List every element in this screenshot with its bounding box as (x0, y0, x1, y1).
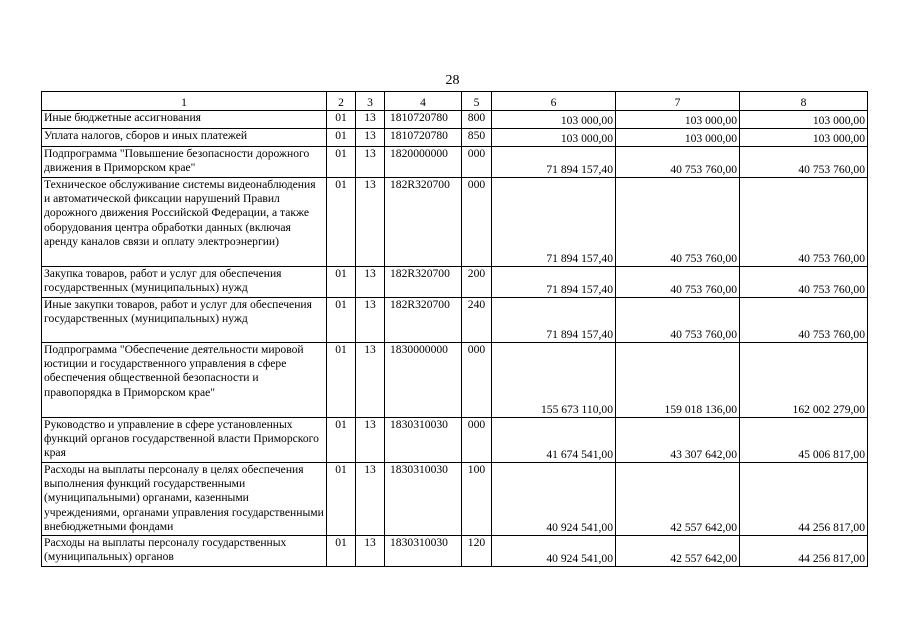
table-row (42, 343, 868, 418)
table-row (42, 418, 868, 463)
row-amount-col8: 40 753 760,00 (740, 298, 868, 343)
row-subsection: 13 (356, 267, 385, 298)
row-section: 01 (327, 129, 356, 147)
row-name: Подпрограмма "Повышение безопасности дорожного движения в Приморском крае" (42, 147, 327, 178)
row-expense-type: 200 (462, 267, 492, 298)
row-amount-col7: 103 000,00 (616, 129, 740, 147)
column-header: 4 (385, 92, 462, 111)
row-expense-type: 120 (462, 536, 492, 567)
row-amount-col6: 155 673 110,00 (492, 343, 616, 418)
row-name: Уплата налогов, сборов и иных платежей (42, 129, 327, 147)
row-amount-col8: 40 753 760,00 (740, 178, 868, 267)
row-amount-col6: 71 894 157,40 (492, 298, 616, 343)
row-amount-col6: 41 674 541,00 (492, 418, 616, 463)
row-expense-type: 800 (462, 111, 492, 129)
row-expense-type: 850 (462, 129, 492, 147)
row-amount-col7: 40 753 760,00 (616, 267, 740, 298)
row-section: 01 (327, 267, 356, 298)
table-row (42, 178, 868, 267)
row-section: 01 (327, 343, 356, 418)
row-amount-col7: 40 753 760,00 (616, 178, 740, 267)
row-subsection: 13 (356, 298, 385, 343)
row-amount-col6: 40 924 541,00 (492, 463, 616, 536)
row-target-code: 1830310030 (385, 536, 462, 567)
row-section: 01 (327, 298, 356, 343)
row-name: Техническое обслуживание системы видеонаблюдения и автоматической фиксации нарушений Правил дорожного движения Российской Федерации, а также оборудования центра обработки данных (включая аренду каналов связи и оплату электроэнергии) (42, 178, 327, 267)
row-target-code: 182R320700 (385, 178, 462, 267)
row-amount-col7: 159 018 136,00 (616, 343, 740, 418)
row-name: Иные бюджетные ассигнования (42, 111, 327, 129)
column-header: 2 (327, 92, 356, 111)
row-expense-type: 000 (462, 178, 492, 267)
row-amount-col6: 71 894 157,40 (492, 267, 616, 298)
row-expense-type: 100 (462, 463, 492, 536)
row-amount-col8: 44 256 817,00 (740, 536, 868, 567)
row-target-code: 1830310030 (385, 418, 462, 463)
row-name: Расходы на выплаты персоналу государственных (муниципальных) органов (42, 536, 327, 567)
column-header: 1 (42, 92, 327, 111)
row-target-code: 182R320700 (385, 298, 462, 343)
row-amount-col7: 42 557 642,00 (616, 536, 740, 567)
row-amount-col8: 103 000,00 (740, 111, 868, 129)
table-row (42, 147, 868, 178)
row-subsection: 13 (356, 463, 385, 536)
row-expense-type: 000 (462, 147, 492, 178)
table-body (42, 92, 868, 567)
column-header: 6 (492, 92, 616, 111)
row-target-code: 182R320700 (385, 267, 462, 298)
row-section: 01 (327, 147, 356, 178)
row-section: 01 (327, 536, 356, 567)
budget-table (41, 91, 868, 567)
row-target-code: 1810720780 (385, 129, 462, 147)
row-subsection: 13 (356, 129, 385, 147)
row-target-code: 1820000000 (385, 147, 462, 178)
table-header-row (42, 92, 868, 111)
column-header: 5 (462, 92, 492, 111)
row-target-code: 1830310030 (385, 463, 462, 536)
column-header: 8 (740, 92, 868, 111)
row-name: Закупка товаров, работ и услуг для обеспечения государственных (муниципальных) нужд (42, 267, 327, 298)
row-amount-col8: 103 000,00 (740, 129, 868, 147)
row-amount-col6: 71 894 157,40 (492, 178, 616, 267)
row-expense-type: 240 (462, 298, 492, 343)
row-expense-type: 000 (462, 418, 492, 463)
row-section: 01 (327, 111, 356, 129)
table-row (42, 536, 868, 567)
page-number: 28 (445, 73, 460, 88)
row-amount-col6: 40 924 541,00 (492, 536, 616, 567)
row-amount-col7: 103 000,00 (616, 111, 740, 129)
row-name: Подпрограмма "Обеспечение деятельности мировой юстиции и государственного управления в сфере обеспечения общественной безопасности и правопорядка в Приморском крае" (42, 343, 327, 418)
row-amount-col7: 43 307 642,00 (616, 418, 740, 463)
row-amount-col7: 40 753 760,00 (616, 147, 740, 178)
row-subsection: 13 (356, 343, 385, 418)
row-amount-col6: 103 000,00 (492, 111, 616, 129)
row-target-code: 1810720780 (385, 111, 462, 129)
column-header: 3 (356, 92, 385, 111)
row-section: 01 (327, 178, 356, 267)
row-subsection: 13 (356, 111, 385, 129)
row-name: Руководство и управление в сфере установленных функций органов государственной власти Приморского края (42, 418, 327, 463)
row-section: 01 (327, 418, 356, 463)
table-row (42, 267, 868, 298)
row-subsection: 13 (356, 178, 385, 267)
row-subsection: 13 (356, 147, 385, 178)
row-amount-col8: 40 753 760,00 (740, 147, 868, 178)
row-amount-col8: 45 006 817,00 (740, 418, 868, 463)
row-subsection: 13 (356, 536, 385, 567)
row-target-code: 1830000000 (385, 343, 462, 418)
table-row (42, 463, 868, 536)
row-section: 01 (327, 463, 356, 536)
row-subsection: 13 (356, 418, 385, 463)
table-row (42, 298, 868, 343)
column-header: 7 (616, 92, 740, 111)
row-amount-col6: 71 894 157,40 (492, 147, 616, 178)
row-amount-col6: 103 000,00 (492, 129, 616, 147)
row-amount-col8: 40 753 760,00 (740, 267, 868, 298)
row-amount-col8: 44 256 817,00 (740, 463, 868, 536)
row-amount-col7: 42 557 642,00 (616, 463, 740, 536)
row-expense-type: 000 (462, 343, 492, 418)
table-row (42, 111, 868, 129)
row-amount-col7: 40 753 760,00 (616, 298, 740, 343)
table-row (42, 129, 868, 147)
row-name: Расходы на выплаты персоналу в целях обеспечения выполнения функций государственными (муниципальными) органами, казенными учреждениями, органами управления государственными внебюджетными фондами (42, 463, 327, 536)
row-amount-col8: 162 002 279,00 (740, 343, 868, 418)
row-name: Иные закупки товаров, работ и услуг для обеспечения государственных (муниципальных) нужд (42, 298, 327, 343)
